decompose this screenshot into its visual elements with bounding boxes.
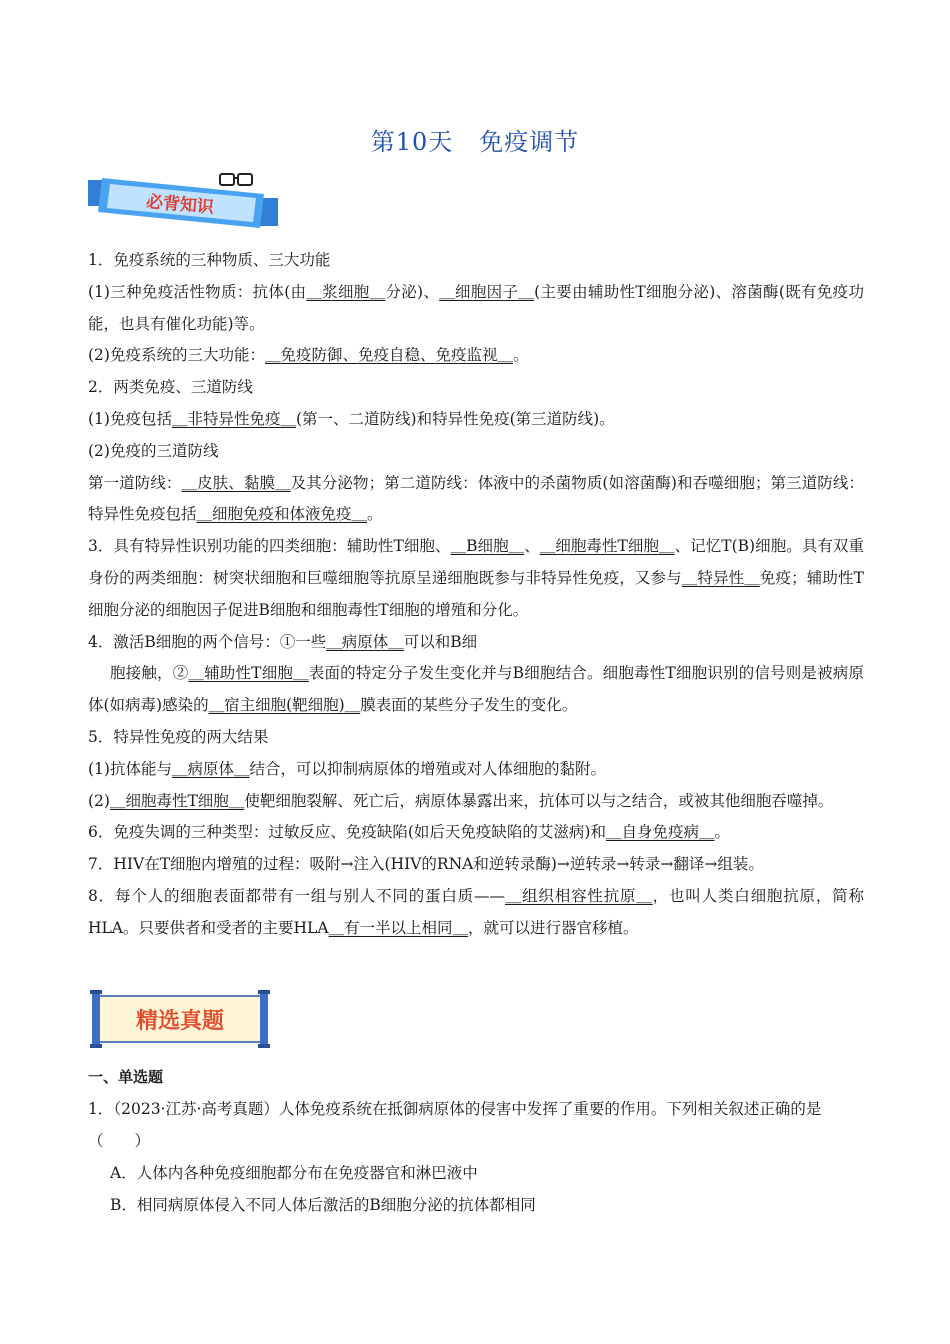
- line-text: 1．免疫系统的三种物质、三大功能: [88, 251, 331, 269]
- line-text: 膜表面的某些分子发生的变化。: [360, 696, 578, 715]
- knowledge-line: [88, 468, 864, 532]
- line-text: 4．激活B细胞的两个信号：①一些: [88, 632, 327, 651]
- fill-in-answer: ＿非特异性免疫＿: [171, 409, 296, 428]
- line-text: 8．每个人的细胞表面都带有一组与别人不同的蛋白质——: [88, 886, 505, 905]
- knowledge-line: [88, 786, 864, 818]
- title-topic: 免疫调节: [479, 128, 580, 156]
- fill-in-answer: ＿宿主细胞(靶细胞)＿: [208, 696, 361, 715]
- must-know-banner: [88, 172, 278, 234]
- knowledge-line: [88, 627, 864, 659]
- option-a: A．人体内各种免疫细胞都分布在免疫器官和淋巴液中: [110, 1164, 478, 1182]
- fill-in-answer: ＿自身免疫病＿: [605, 823, 715, 842]
- line-text: 胞接触，②: [110, 664, 189, 683]
- line-text: 2．两类免疫、三道防线: [88, 378, 253, 397]
- fill-in-answer: ＿细胞免疫和体液免疫＿: [196, 505, 368, 524]
- fill-in-answer: ＿细胞毒性T细胞＿: [109, 791, 245, 810]
- line-text: (1)抗体能与: [88, 759, 172, 778]
- fill-in-answer: ＿病原体＿: [171, 759, 250, 778]
- line-text: (2)免疫的三道防线: [88, 441, 219, 460]
- line-text: 6．免疫失调的三种类型：过敏反应、免疫缺陷(如后天免疫缺陷的艾滋病)和: [88, 823, 606, 842]
- knowledge-line: [88, 658, 864, 722]
- page-title: [0, 122, 950, 157]
- knowledge-line: [88, 372, 864, 404]
- line-text: 3．具有特异性识别功能的四类细胞：辅助性T细胞、: [88, 537, 451, 556]
- line-text: 结合，可以抑制病原体的增殖或对人体细胞的黏附。: [249, 759, 606, 778]
- selected-questions-banner-text: 精选真题: [135, 1009, 225, 1034]
- fill-in-answer: ＿组织相容性抗原＿: [504, 886, 653, 905]
- fill-in-answer: ＿有一半以上相同＿: [328, 918, 469, 937]
- fill-in-answer: ＿特异性＿: [681, 568, 760, 587]
- line-text: 分泌)、: [385, 282, 440, 301]
- section-heading: 一、单选题: [88, 1068, 164, 1086]
- knowledge-line: [88, 277, 864, 341]
- option-b: B．相同病原体侵入不同人体后激活的B细胞分泌的抗体都相同: [110, 1196, 536, 1214]
- knowledge-line: [88, 436, 864, 468]
- knowledge-line: [88, 722, 864, 754]
- line-text: 及其分泌物；第二道防线：体液中的杀菌物质(如溶菌酶)和吞噬细胞；第三道防线：特异性免疫包括: [88, 473, 864, 524]
- line-text: 5．特异性免疫的两大结果: [88, 727, 269, 746]
- line-text: (主要由辅助性T细胞分泌)、溶菌酶(既有免疫功能，也具有催化功能)等。: [88, 282, 864, 333]
- knowledge-line: [88, 404, 864, 436]
- fill-in-answer: ＿辅助性T细胞＿: [188, 664, 309, 683]
- must-know-banner-text: 必背知识: [145, 192, 215, 218]
- line-text: ，也叫人类白细胞抗原，简称HLA。只要供者和受者的主要HLA: [88, 886, 864, 937]
- question-section: [88, 1061, 864, 1221]
- fill-in-answer: ＿免疫防御、免疫自稳、免疫监视＿: [264, 346, 513, 365]
- fill-in-answer: ＿皮肤、黏膜＿: [181, 473, 291, 492]
- line-text: (1)免疫包括: [88, 409, 172, 428]
- title-day: 第10天: [370, 128, 454, 156]
- line-text: 使靶细胞裂解、死亡后，病原体暴露出来，抗体可以与之结合，或被其他细胞吞噬掉。: [244, 791, 834, 810]
- line-text: ，就可以进行器官移植。: [468, 918, 639, 937]
- glasses-icon: [220, 174, 252, 185]
- line-text: 可以和B细: [403, 632, 478, 651]
- line-text: 表面的特定分子发生变化并与B细胞结合。细胞毒性T细胞识别的信号则是被病原体(如病毒)感染的: [88, 664, 864, 715]
- line-text: 7．HIV在T细胞内增殖的过程：吸附→注入(HIV的RNA和逆转录酶)→逆转录→转录→翻译→组装。: [88, 855, 764, 874]
- fill-in-answer: ＿细胞因子＿: [439, 282, 535, 301]
- knowledge-line: [88, 754, 864, 786]
- line-text: 第一道防线：: [88, 473, 182, 492]
- line-text: (2): [88, 791, 110, 810]
- knowledge-line: [88, 531, 864, 626]
- line-text: (第一、二道防线)和特异性免疫(第三道防线)。: [295, 409, 615, 428]
- line-text: 。: [512, 346, 529, 365]
- fill-in-answer: ＿B细胞＿: [450, 537, 525, 556]
- fill-in-answer: ＿病原体＿: [326, 632, 404, 651]
- knowledge-line: [88, 817, 864, 849]
- line-text: 、: [524, 537, 540, 556]
- line-text: 。: [714, 823, 730, 842]
- question-text: 1．（2023·江苏·高考真题）人体免疫系统在抵御病原体的侵害中发挥了重要的作用。下列相关叙述正确的是（ ）: [88, 1100, 822, 1150]
- selected-questions-banner: [90, 990, 270, 1048]
- line-text: 、记忆T(B)细胞。具有双重身份的两类细胞：树突状细胞和巨噬细胞等抗原呈递细胞既参与非特异性免疫，又参与: [88, 537, 864, 587]
- knowledge-line: [88, 881, 864, 945]
- line-text: 免疫；辅助性T细胞分泌的细胞因子促进B细胞和细胞毒性T细胞的增殖和分化。: [88, 568, 864, 619]
- knowledge-line: [88, 849, 864, 881]
- line-text: (2)免疫系统的三大功能：: [88, 346, 265, 365]
- knowledge-line: [88, 245, 864, 277]
- line-text: 。: [367, 505, 383, 524]
- knowledge-content: [88, 245, 864, 945]
- knowledge-line: [88, 340, 864, 372]
- line-text: (1)三种免疫活性物质：抗体(由: [88, 282, 307, 301]
- fill-in-answer: ＿浆细胞＿: [306, 282, 386, 301]
- fill-in-answer: ＿细胞毒性T细胞＿: [539, 537, 675, 556]
